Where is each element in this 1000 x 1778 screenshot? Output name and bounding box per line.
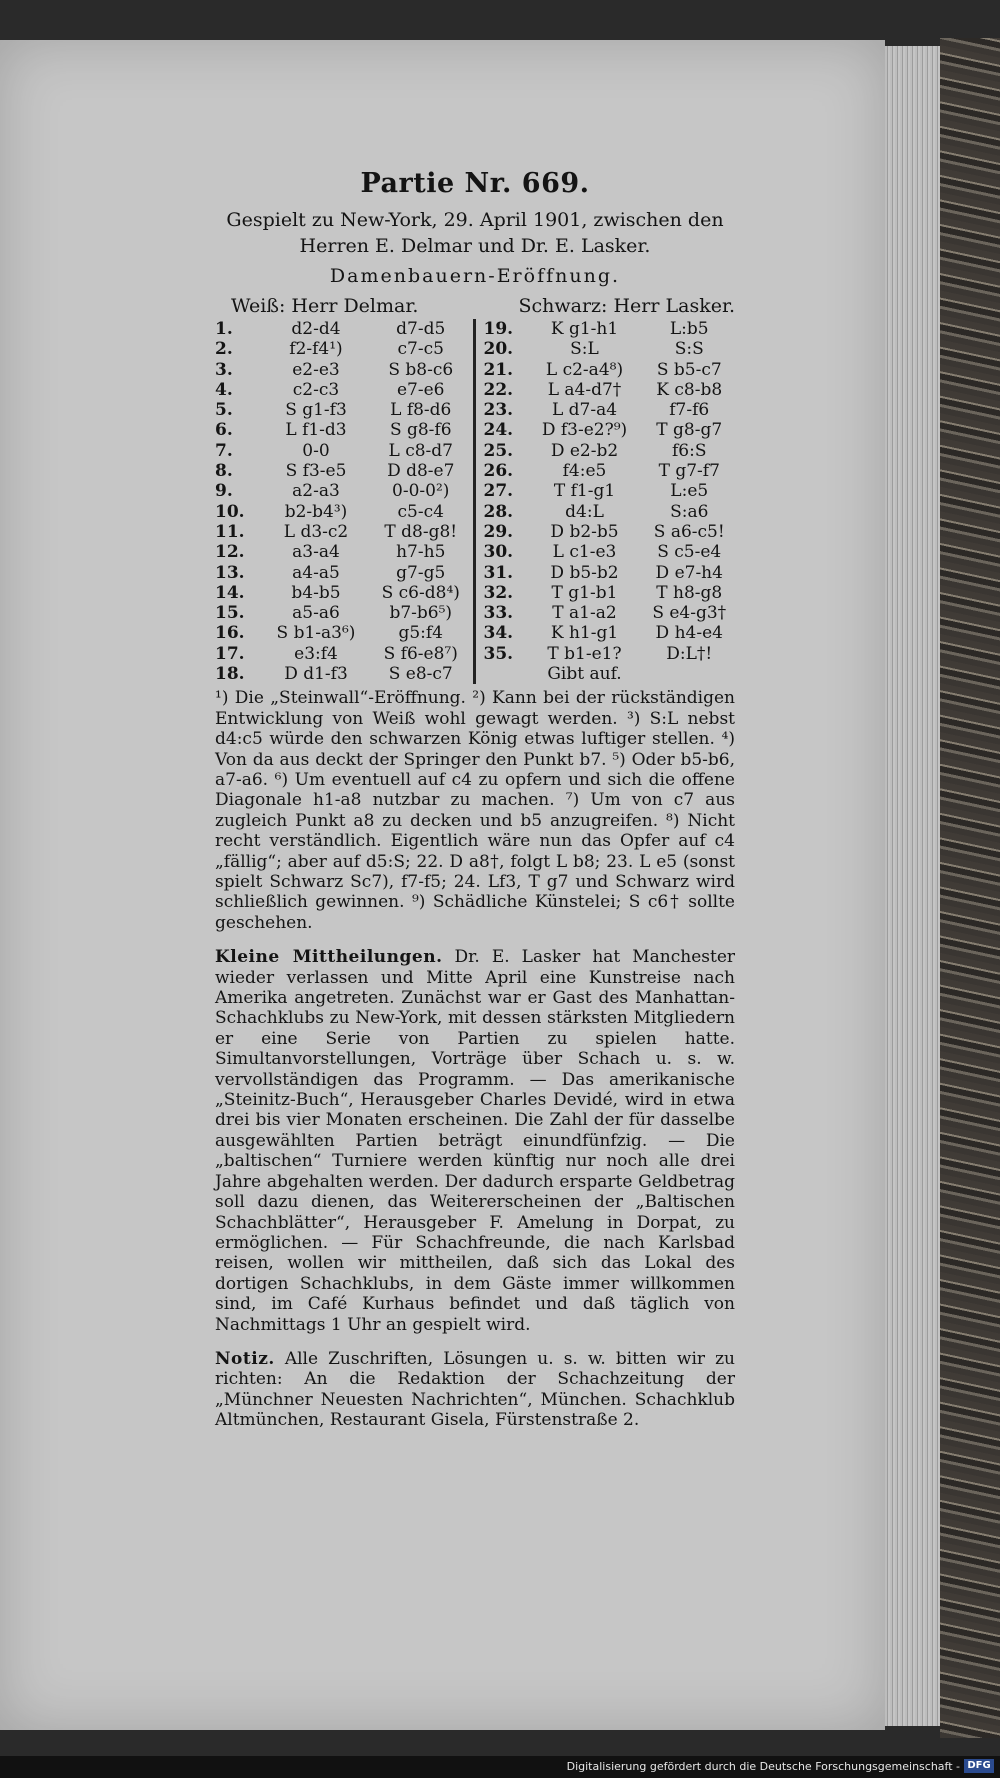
black-move: S c6-d8⁴) (381, 582, 460, 603)
book-page (0, 40, 885, 1730)
black-move: T h8-g8 (656, 582, 723, 603)
move-number: 21. (483, 359, 514, 380)
black-move: S c5-e4 (657, 542, 722, 563)
footnotes: ¹) Die „Steinwall“-Eröffnung. ²) Kann bei der rückständigen Entwicklung von Weiß wohl gewagt werden. ³) S:L nebst d4:c5 würde den schwarzen König etwas luftiger stellen. ⁴) Von da aus deckt der Springer den Punkt b7. ⁵) Oder b5-b6, a7-a6. ⁶) Um eventuell auf c4 zu opfern und sich die offene Diagonale h1-a8 nutzbar zu machen. ⁷) Um von c7 aus zugleich Punkt a8 zu decken und b5 anzugreifen. ⁸) Nicht recht verständlich. Eigentlich wäre nun das Opfer auf c4 „fällig“; aber auf d5:S; 22. D a8†, folgt L b8; 23. L e5 (sonst spielt Schwarz Sc7), f7-f5; 24. Lf3, T g7 und Schwarz wird schließlich gewinnen. ⁹) Schädliche Künstelei; S c6† sollte geschehen. (215, 688, 735, 933)
digitization-footer (0, 1756, 1000, 1778)
move-row (484, 420, 736, 440)
white-move: D b2-b5 (550, 521, 619, 542)
move-row (484, 563, 736, 583)
white-move: S:L (570, 339, 599, 360)
white-move: L d3-c2 (283, 521, 349, 542)
white-move: 0-0 (302, 440, 330, 461)
opening-name: Damenbauern-Eröffnung. (329, 265, 621, 287)
move-row (484, 603, 736, 623)
move-row (484, 644, 736, 664)
notice-section (215, 1349, 735, 1431)
black-move (644, 664, 736, 684)
moves-column-left (215, 319, 476, 684)
black-move: b7-b6⁵) (389, 603, 453, 624)
black-move: S b5-c7 (656, 359, 722, 380)
move-number: 29. (483, 521, 514, 542)
white-move: e2-e3 (292, 359, 340, 380)
notice-text: Alle Zuschriften, Lösungen u. s. w. bitten wir zu richten: An die Redaktion der Schachzeitung der „Münchner Neuesten Nachrichten“, München. Schachklub Altmünchen, Restaurant Gisela, Fürstenstraße 2. (215, 1348, 736, 1431)
black-move: D h4-e4 (655, 623, 723, 644)
black-move: c5-c4 (397, 501, 444, 522)
white-move: S b1-a3⁶) (276, 623, 356, 644)
move-number: 7. (215, 440, 233, 461)
game-title: Partie Nr. 669. (360, 168, 590, 199)
white-move: d2-d4 (291, 319, 341, 339)
black-player: Schwarz: Herr Lasker. (518, 295, 735, 317)
white-move: K g1-h1 (550, 319, 619, 339)
white-move: S f3-e5 (285, 461, 347, 482)
move-row (484, 380, 736, 400)
move-row (215, 664, 467, 684)
move-row (484, 441, 736, 461)
move-number: 8. (215, 461, 233, 482)
move-number: 30. (483, 542, 514, 563)
move-number: 35. (483, 643, 514, 664)
move-row (215, 319, 467, 339)
move-number: 1. (215, 319, 233, 339)
move-number: 25. (483, 440, 514, 461)
black-move: T d8-g8! (384, 521, 458, 542)
move-row (215, 420, 467, 440)
move-number: 23. (483, 400, 514, 421)
black-move: S e4-g3† (652, 603, 727, 624)
move-row (484, 319, 736, 339)
move-row (484, 339, 736, 359)
white-move: K h1-g1 (550, 623, 619, 644)
move-row (215, 441, 467, 461)
white-move: T b1-e1? (547, 643, 622, 664)
move-row (215, 339, 467, 359)
move-number: 13. (215, 562, 245, 583)
white-move: d4:L (565, 501, 604, 522)
move-number: 6. (215, 420, 233, 441)
black-move: S b8-c6 (388, 359, 454, 380)
white-move: f4:e5 (562, 461, 607, 482)
move-row (215, 623, 467, 643)
move-row (215, 400, 467, 420)
move-row (484, 360, 736, 380)
footer-text: Digitalisierung gefördert durch die Deutsche Forschungsgemeinschaft - (566, 1760, 960, 1773)
move-row (484, 400, 736, 420)
game-subtitle: Gespielt zu New-York, 29. April 1901, zwischen den Herren E. Delmar und Dr. E. Lasker. (226, 209, 724, 257)
white-move: D b5-b2 (550, 562, 619, 583)
move-number: 27. (483, 481, 514, 502)
black-move: h7-h5 (396, 542, 446, 563)
black-move: T g7-f7 (658, 461, 720, 482)
move-number (484, 664, 526, 684)
move-number: 19. (483, 319, 514, 339)
black-move: c7-c5 (397, 339, 444, 360)
move-number: 3. (215, 359, 233, 380)
move-number: 2. (215, 339, 233, 360)
white-move: D f3-e2?⁹) (541, 420, 628, 441)
move-number: 24. (483, 420, 514, 441)
white-move: e3:f4 (294, 643, 338, 664)
white-move: T a1-a2 (552, 603, 617, 624)
black-move: D d8-e7 (387, 461, 455, 482)
move-number: 33. (483, 603, 514, 624)
move-number: 18. (215, 664, 245, 685)
black-move: g5:f4 (398, 623, 444, 644)
white-move: c2-c3 (292, 379, 340, 400)
white-move: a3-a4 (292, 542, 340, 563)
white-move: L a4-d7† (547, 379, 622, 400)
black-move: S f6-e8⁷) (383, 643, 458, 664)
white-move: T g1-b1 (551, 582, 618, 603)
move-row (215, 542, 467, 562)
black-move: S a6-c5! (653, 521, 725, 542)
move-row (215, 502, 467, 522)
white-move: L f1-d3 (285, 420, 347, 441)
black-move: f7-f6 (669, 400, 710, 421)
black-move: K c8-b8 (656, 379, 723, 400)
white-move: a4-a5 (292, 562, 340, 583)
move-row (215, 360, 467, 380)
moves-column-right (476, 319, 736, 684)
move-row (484, 461, 736, 481)
move-number: 16. (215, 623, 245, 644)
news-section (215, 947, 735, 1335)
move-number: 17. (215, 643, 245, 664)
move-row (215, 644, 467, 664)
move-number: 10. (215, 501, 245, 522)
move-number: 11. (215, 521, 245, 542)
white-move: f2-f4¹) (289, 339, 343, 360)
move-number: 4. (215, 379, 233, 400)
players-header (215, 295, 735, 317)
black-move: L f8-d6 (390, 400, 452, 421)
black-move: g7-g5 (396, 562, 446, 583)
black-move: S e8-c7 (388, 664, 453, 685)
move-number: 31. (483, 562, 514, 583)
black-move: 0-0-0²) (392, 481, 450, 502)
move-row (484, 522, 736, 542)
move-row (484, 481, 736, 501)
white-move: a5-a6 (292, 603, 340, 624)
black-move: f6:S (672, 440, 707, 461)
move-row (215, 380, 467, 400)
move-row (484, 502, 736, 522)
move-number: 5. (215, 400, 233, 421)
news-text: Dr. E. Lasker hat Manchester wieder verlassen und Mitte April eine Kunstreise nach Amerika angetreten. Zunächst war er Gast des Manhattan-Schachklubs zu New-York, mit dessen stärksten Mitgliedern er eine Serie von Partien zu spielen hatte. Simultanvorstellungen, Vorträge über Schach u. s. w. vervollständigen das Programm. — Das amerikanische „Steinitz-Buch“, Herausgeber Charles Devidé, wird in etwa drei bis vier Monaten erscheinen. Die Zahl der für dasselbe ausgewählten Partien beträgt einundfünfzig. — Die „baltischen“ Turniere werden künftig nur noch alle drei Jahre abgehalten werden. Der dadurch ersparte Geldbetrag soll dazu dienen, das Weitererscheinen der „Baltischen Schachblätter“, Herausgeber F. Amelung in Dorpat, zu ermöglichen. — Für Schachfreunde, die nach Karlsbad reisen, wollen wir mittheilen, daß sich das Lokal des dortigen Schachklubs, in dem Gäste immer willkommen sind, im Café Kurhaus befindet und daß täglich von Nachmittags 1 Uhr an gespielt wird. (215, 947, 736, 1335)
move-row (484, 623, 736, 643)
move-number: 28. (483, 501, 514, 522)
move-row (215, 563, 467, 583)
book-cover-edge (940, 38, 1000, 1738)
move-row (215, 461, 467, 481)
white-move: Gibt auf. (547, 664, 622, 685)
moves-table (215, 319, 735, 684)
move-number: 12. (215, 542, 245, 563)
move-number: 22. (483, 379, 514, 400)
dfg-logo: DFG (964, 1759, 994, 1773)
black-move: e7-e6 (397, 379, 445, 400)
white-move: S g1-f3 (285, 400, 347, 421)
black-move: L:e5 (670, 481, 709, 502)
move-number: 14. (215, 582, 245, 603)
black-move: S:a6 (670, 501, 709, 522)
white-player: Weiß: Herr Delmar. (231, 295, 419, 317)
move-row (484, 583, 736, 603)
white-move: T f1-g1 (553, 481, 616, 502)
white-move: L c1-e3 (552, 542, 617, 563)
black-move: L c8-d7 (388, 440, 453, 461)
move-number: 20. (483, 339, 514, 360)
move-row (215, 583, 467, 603)
white-move: b4-b5 (291, 582, 341, 603)
notice-heading: Notiz. (215, 1348, 275, 1369)
white-move: D e2-b2 (550, 440, 619, 461)
black-move: D e7-h4 (655, 562, 723, 583)
move-number: 15. (215, 603, 245, 624)
move-row (215, 522, 467, 542)
page-content (215, 168, 735, 1431)
move-row (215, 481, 467, 501)
white-move: L d7-a4 (551, 400, 618, 421)
black-move: L:b5 (669, 319, 709, 339)
black-move: S g8-f6 (389, 420, 452, 441)
move-row (484, 542, 736, 562)
white-move: L c2-a4⁸) (545, 359, 624, 380)
white-move: D d1-f3 (284, 664, 348, 685)
move-number: 26. (483, 461, 514, 482)
white-move: a2-a3 (292, 481, 340, 502)
move-row (215, 603, 467, 623)
black-move: D:L†! (666, 643, 713, 664)
black-move: S:S (674, 339, 704, 360)
move-number: 34. (483, 623, 514, 644)
black-move: d7-d5 (396, 319, 446, 339)
white-move: b2-b4³) (284, 501, 348, 522)
move-row (484, 664, 736, 684)
black-move: T g8-g7 (656, 420, 723, 441)
move-number: 9. (215, 481, 233, 502)
news-heading: Kleine Mittheilungen. (215, 947, 443, 968)
move-number: 32. (483, 582, 514, 603)
